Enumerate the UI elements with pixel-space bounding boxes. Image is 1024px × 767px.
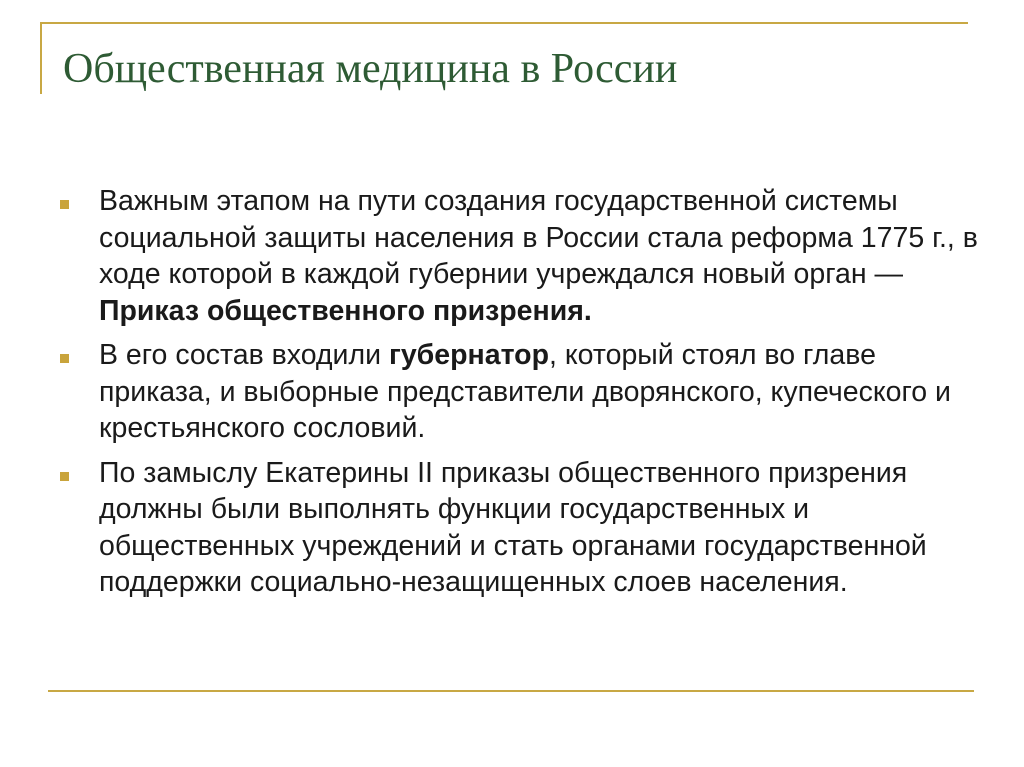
bullet-item-composition [58,337,978,447]
top-divider [40,22,968,24]
bullet-bold-text: Приказ общественного призрения. [99,294,592,327]
square-bullet-icon [60,472,69,481]
left-divider [40,22,42,94]
square-bullet-icon [60,354,69,363]
bullet-list [58,183,978,609]
bullet-text: По замыслу Екатерины II приказы общественного призрения должны были выполнять функции государственных и общественных учреждений и стать органами государственной поддержки социально-незащищенных слоев населения. [99,456,927,598]
bullet-text: Важным этапом на пути создания государственной системы социальной защиты населения в России стала реформа 1775 г., в ходе которой в каждой губернии учреждался новый орган — [99,185,978,290]
bullet-bold-text: губернатор [388,339,550,371]
bullet-text: В его состав входили [99,339,389,371]
slide-title: Общественная медицина в России [63,46,678,92]
bottom-divider [48,690,974,692]
bullet-item-reform [58,183,978,329]
bullet-text-continued: , который стоял во главе приказа, и выборные представители дворянского, купеческого и крестьянского сословий. [99,339,951,444]
square-bullet-icon [60,200,69,209]
bullet-item-purpose [58,455,978,601]
